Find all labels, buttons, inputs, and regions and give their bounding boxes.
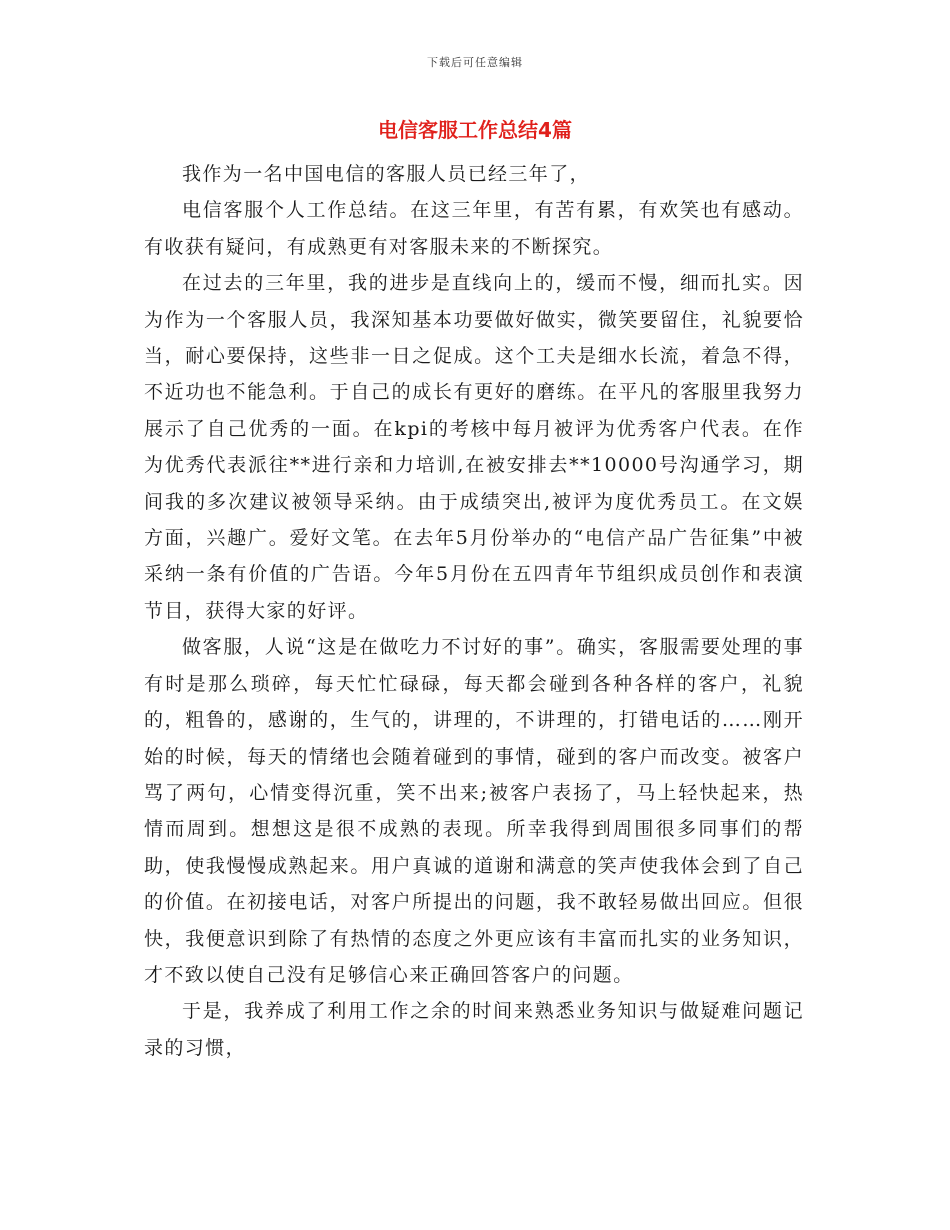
paragraph: 于是，我养成了利用工作之余的时间来熟悉业务知识与做疑难问题记录的习惯， [144,1000,804,1059]
paragraph: 在过去的三年里，我的进步是直线向上的，缓而不慢，细而扎实。因为作为一个客服人员，我深知基本功要做好做实，微笑要留住，礼貌要恰当，耐心要保持，这些非一日之促成。这个工夫是细水长流，着急不得，不近功也不能急利。于自己的成长有更好的磨练。在平凡的客服里我努力展示了自己优秀的一面。在kpi的考核中每月被评为优秀客户代表。在作为优秀代表派往**进行亲和力培训,在被安排去**10000号沟通学习，期间我的多次建议被领导采纳。由于成绩突出,被评为度优秀员工。在文娱方面，兴趣广。爱好文笔。在去年5月份举办的“电信产品广告征集”中被采纳一条有价值的广告语。今年5月份在五四青年节组织成员创作和表演节目，获得大家的好评。 [144,272,804,622]
paragraph: 做客服，人说“这是在做吃力不讨好的事”。确实，客服需要处理的事有时是那么琐碎，每天忙忙碌碌，每天都会碰到各种各样的客户，礼貌的，粗鲁的，感谢的，生气的，讲理的，不讲理的，打错电话的……刚开始的时候，每天的情绪也会随着碰到的事情，碰到的客户而改变。被客户骂了两句，心情变得沉重，笑不出来;被客户表扬了，马上轻快起来，热情而周到。想想这是很不成熟的表现。所幸我得到周围很多同事们的帮助，使我慢慢成熟起来。用户真诚的道谢和满意的笑声使我体会到了自己的价值。在初接电话，对客户所提出的问题，我不敢轻易做出回应。但很快，我便意识到除了有热情的态度之外更应该有丰富而扎实的业务知识，才不致以使自己没有足够信心来正确回答客户的问题。 [144,636,804,986]
document-body [144,156,804,1066]
paragraph: 电信客服个人工作总结。在这三年里，有苦有累，有欢笑也有感动。有收获有疑问，有成熟更有对客服未来的不断探究。 [144,199,804,258]
paragraph: 我作为一名中国电信的客服人员已经三年了， [182,163,591,185]
header-note: 下载后可任意编辑 [427,56,523,69]
document-title: 电信客服工作总结4篇 [378,118,572,142]
